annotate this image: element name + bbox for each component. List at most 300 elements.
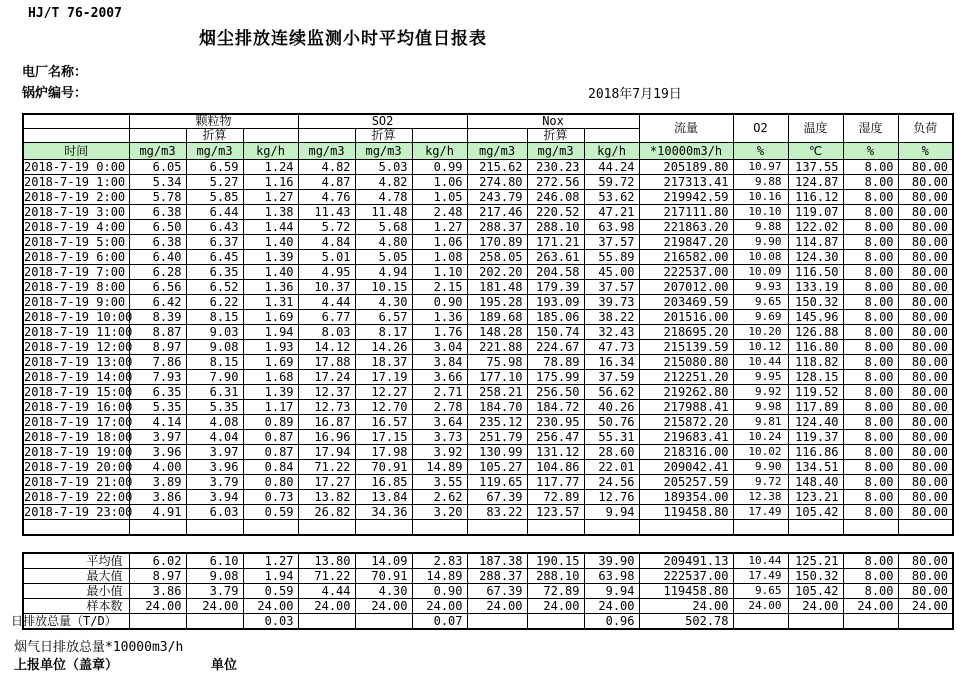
- value-cell: 6.44: [186, 205, 243, 220]
- value-cell: 222537.00: [639, 569, 733, 584]
- value-cell: 24.00: [243, 599, 298, 614]
- value-cell: 6.40: [129, 250, 186, 265]
- units-row: [23, 143, 953, 160]
- value-cell: 14.09: [355, 553, 412, 569]
- summary-table: [11, 552, 954, 630]
- value-cell: 215872.20: [639, 415, 733, 430]
- value-cell: 14.26: [355, 340, 412, 355]
- value-cell: 4.94: [355, 265, 412, 280]
- value-cell: 204.58: [527, 265, 584, 280]
- value-cell: 8.00: [843, 340, 898, 355]
- value-cell: 230.95: [527, 415, 584, 430]
- time-cell: 2018-7-19 21:00: [24, 475, 133, 489]
- value-cell: 10.02: [733, 445, 788, 460]
- value-cell: 4.30: [355, 295, 412, 310]
- value-cell: 80.00: [898, 460, 953, 475]
- value-cell: 189.68: [467, 310, 527, 325]
- time-cell: 2018-7-19 0:00: [23, 160, 129, 175]
- value-cell: 4.80: [355, 235, 412, 250]
- value-cell: 24.00: [584, 599, 639, 614]
- value-cell: 47.73: [584, 340, 639, 355]
- value-cell: [467, 520, 527, 536]
- value-cell: 3.20: [412, 505, 467, 520]
- value-cell: 80.00: [898, 190, 953, 205]
- value-cell: 78.89: [527, 355, 584, 370]
- value-cell: 8.00: [843, 310, 898, 325]
- value-cell: 17.98: [355, 445, 412, 460]
- value-cell: 4.78: [355, 190, 412, 205]
- table-row: [23, 445, 953, 460]
- value-cell: 134.51: [788, 460, 843, 475]
- value-cell: 4.84: [298, 235, 355, 250]
- value-cell: 1.27: [412, 220, 467, 235]
- value-cell: 71.22: [298, 569, 355, 584]
- value-cell: 1.44: [243, 220, 298, 235]
- value-cell: 193.09: [527, 295, 584, 310]
- value-cell: 24.00: [788, 599, 843, 614]
- table-row: [23, 415, 953, 430]
- value-cell: 80.00: [898, 280, 953, 295]
- value-cell: 8.00: [843, 430, 898, 445]
- time-header: 时间: [23, 143, 129, 160]
- value-cell: 256.50: [527, 385, 584, 400]
- value-cell: 218695.20: [639, 325, 733, 340]
- time-cell: 2018-7-19 9:00: [23, 295, 129, 310]
- value-cell: 8.00: [843, 355, 898, 370]
- value-cell: 55.31: [584, 430, 639, 445]
- reporting-unit-seal-label: 上报单位（盖章）: [14, 658, 119, 673]
- table-row: [23, 190, 953, 205]
- value-cell: 207012.00: [639, 280, 733, 295]
- unit-header: *10000m3/h: [639, 143, 733, 160]
- time-cell: 2018-7-19 6:00: [23, 250, 129, 265]
- value-cell: 80.00: [898, 569, 953, 584]
- value-cell: 0.99: [412, 160, 467, 175]
- value-cell: 4.76: [298, 190, 355, 205]
- table-row: [23, 295, 953, 310]
- unit-header: mg/m3: [298, 143, 355, 160]
- value-cell: [298, 614, 355, 630]
- value-cell: 6.05: [129, 160, 186, 175]
- value-cell: 7.86: [129, 355, 186, 370]
- value-cell: 263.61: [527, 250, 584, 265]
- value-cell: 6.43: [186, 220, 243, 235]
- value-cell: 12.38: [733, 490, 788, 505]
- table-row: [23, 325, 953, 340]
- value-cell: [129, 614, 186, 630]
- value-cell: 24.56: [584, 475, 639, 490]
- value-cell: 10.24: [733, 430, 788, 445]
- table-row: [23, 340, 953, 355]
- value-cell: 5.27: [186, 175, 243, 190]
- value-cell: 189354.00: [639, 490, 733, 505]
- value-cell: 171.21: [527, 235, 584, 250]
- value-cell: 8.39: [129, 310, 186, 325]
- value-cell: 1.17: [243, 400, 298, 415]
- value-cell: 3.86: [129, 490, 186, 505]
- value-cell: 24.00: [639, 599, 733, 614]
- value-cell: 117.77: [527, 475, 584, 490]
- value-cell: 50.76: [584, 415, 639, 430]
- value-cell: 10.20: [733, 325, 788, 340]
- table-row: [23, 385, 953, 400]
- value-cell: 80.00: [898, 265, 953, 280]
- value-cell: 9.69: [733, 310, 788, 325]
- value-cell: 9.92: [733, 385, 788, 400]
- value-cell: 9.88: [733, 175, 788, 190]
- value-cell: 3.55: [412, 475, 467, 490]
- value-cell: 10.12: [733, 340, 788, 355]
- value-cell: 32.43: [584, 325, 639, 340]
- value-cell: [843, 520, 898, 536]
- value-cell: 9.90: [733, 235, 788, 250]
- value-cell: 8.00: [843, 584, 898, 599]
- value-cell: 8.00: [843, 280, 898, 295]
- value-cell: 5.85: [186, 190, 243, 205]
- value-cell: 148.40: [788, 475, 843, 490]
- value-cell: 8.00: [843, 385, 898, 400]
- value-cell: 1.39: [243, 250, 298, 265]
- time-header-spacer: [23, 114, 129, 129]
- value-cell: 8.00: [843, 445, 898, 460]
- value-cell: 177.10: [467, 370, 527, 385]
- time-cell: 2018-7-19 4:00: [23, 220, 129, 235]
- value-cell: 39.73: [584, 295, 639, 310]
- value-cell: 39.90: [584, 553, 639, 569]
- table-row: [23, 355, 953, 370]
- value-cell: 37.59: [584, 370, 639, 385]
- group-header-particulate: 颗粒物: [129, 114, 298, 129]
- value-cell: 201516.00: [639, 310, 733, 325]
- value-cell: 2.78: [412, 400, 467, 415]
- value-cell: 37.57: [584, 280, 639, 295]
- value-cell: 219683.41: [639, 430, 733, 445]
- value-cell: 17.19: [355, 370, 412, 385]
- value-cell: 125.21: [788, 553, 843, 569]
- time-cell: [23, 520, 129, 536]
- value-cell: 8.97: [129, 569, 186, 584]
- value-cell: 80.00: [898, 205, 953, 220]
- value-cell: 123.21: [788, 490, 843, 505]
- value-cell: 8.00: [843, 370, 898, 385]
- value-cell: 9.65: [733, 584, 788, 599]
- value-cell: 2.15: [412, 280, 467, 295]
- unit-header: ℃: [788, 143, 843, 160]
- value-cell: 8.15: [186, 355, 243, 370]
- value-cell: 71.22: [298, 460, 355, 475]
- value-cell: 6.22: [186, 295, 243, 310]
- value-cell: 3.64: [412, 415, 467, 430]
- value-cell: 235.12: [467, 415, 527, 430]
- value-cell: 80.00: [898, 385, 953, 400]
- value-cell: 205257.59: [639, 475, 733, 490]
- unit-header: mg/m3: [467, 143, 527, 160]
- value-cell: 243.79: [467, 190, 527, 205]
- value-cell: 80.00: [898, 235, 953, 250]
- value-cell: 190.15: [527, 553, 584, 569]
- value-cell: 0.90: [412, 584, 467, 599]
- value-cell: 70.91: [355, 569, 412, 584]
- value-cell: 8.00: [843, 175, 898, 190]
- value-cell: 9.81: [733, 415, 788, 430]
- value-cell: 1.16: [243, 175, 298, 190]
- value-cell: 215080.80: [639, 355, 733, 370]
- table-row: [23, 310, 953, 325]
- value-cell: 246.08: [527, 190, 584, 205]
- value-cell: 217988.41: [639, 400, 733, 415]
- value-cell: 6.38: [129, 205, 186, 220]
- value-cell: 53.62: [584, 190, 639, 205]
- value-cell: 5.72: [298, 220, 355, 235]
- value-cell: 9.94: [584, 505, 639, 520]
- value-cell: 24.00: [355, 599, 412, 614]
- value-cell: 222537.00: [639, 265, 733, 280]
- summary-rows: [11, 553, 953, 629]
- value-cell: 3.96: [186, 460, 243, 475]
- value-cell: 6.02: [129, 553, 186, 569]
- value-cell: 4.95: [298, 265, 355, 280]
- value-cell: 13.80: [298, 553, 355, 569]
- value-cell: 14.12: [298, 340, 355, 355]
- value-cell: 12.37: [298, 385, 355, 400]
- value-cell: 3.94: [186, 490, 243, 505]
- value-cell: 118.82: [788, 355, 843, 370]
- value-cell: 3.79: [186, 475, 243, 490]
- value-cell: 75.98: [467, 355, 527, 370]
- value-cell: 3.73: [412, 430, 467, 445]
- value-cell: 184.72: [527, 400, 584, 415]
- value-cell: 40.26: [584, 400, 639, 415]
- value-cell: 8.00: [843, 569, 898, 584]
- table-row: [23, 265, 953, 280]
- value-cell: 80.00: [898, 220, 953, 235]
- value-cell: 6.45: [186, 250, 243, 265]
- value-cell: [898, 614, 953, 630]
- value-cell: 8.00: [843, 415, 898, 430]
- table-row: [23, 220, 953, 235]
- value-cell: 13.82: [298, 490, 355, 505]
- time-cell: 2018-7-19 10:00: [24, 310, 133, 324]
- value-cell: 184.70: [467, 400, 527, 415]
- value-cell: 3.97: [186, 445, 243, 460]
- value-cell: 150.32: [788, 569, 843, 584]
- value-cell: 8.00: [843, 265, 898, 280]
- value-cell: 10.44: [733, 355, 788, 370]
- value-cell: 6.37: [186, 235, 243, 250]
- value-cell: 9.98: [733, 400, 788, 415]
- time-cell: 2018-7-19 23:00: [24, 505, 133, 519]
- value-cell: 9.93: [733, 280, 788, 295]
- value-cell: 11.43: [298, 205, 355, 220]
- value-cell: 126.88: [788, 325, 843, 340]
- subheader-converted-nox: 折算: [527, 129, 584, 143]
- summary-row: [23, 569, 953, 584]
- unit-header: kg/h: [412, 143, 467, 160]
- value-cell: 80.00: [898, 505, 953, 520]
- value-cell: 80.00: [898, 400, 953, 415]
- value-cell: 0.84: [243, 460, 298, 475]
- value-cell: 1.94: [243, 325, 298, 340]
- value-cell: 219942.59: [639, 190, 733, 205]
- value-cell: 17.88: [298, 355, 355, 370]
- value-cell: 10.08: [733, 250, 788, 265]
- plant-name-label: 电厂名称：: [22, 65, 88, 80]
- value-cell: 6.42: [129, 295, 186, 310]
- value-cell: 119.37: [788, 430, 843, 445]
- value-cell: 3.66: [412, 370, 467, 385]
- value-cell: 8.00: [843, 160, 898, 175]
- value-cell: 12.76: [584, 490, 639, 505]
- value-cell: [527, 614, 584, 630]
- value-cell: 117.89: [788, 400, 843, 415]
- value-cell: [243, 520, 298, 536]
- subheader-converted-so2: 折算: [355, 129, 412, 143]
- value-cell: [186, 614, 243, 630]
- table-row: [23, 400, 953, 415]
- value-cell: [527, 520, 584, 536]
- value-cell: 24.00: [467, 599, 527, 614]
- value-cell: 116.86: [788, 445, 843, 460]
- value-cell: [788, 520, 843, 536]
- value-cell: 24.00: [298, 599, 355, 614]
- value-cell: 63.98: [584, 220, 639, 235]
- value-cell: 0.07: [412, 614, 467, 630]
- unit-header: kg/h: [584, 143, 639, 160]
- value-cell: 6.10: [186, 553, 243, 569]
- value-cell: 1.36: [243, 280, 298, 295]
- value-cell: 45.00: [584, 265, 639, 280]
- time-cell: 2018-7-19 19:00: [24, 445, 133, 459]
- value-cell: 258.05: [467, 250, 527, 265]
- value-cell: 10.37: [298, 280, 355, 295]
- blank-row: [23, 520, 953, 536]
- value-cell: [733, 520, 788, 536]
- summary-row: [23, 614, 953, 630]
- value-cell: 9.08: [186, 569, 243, 584]
- time-cell: 2018-7-19 2:00: [23, 190, 129, 205]
- value-cell: [412, 520, 467, 536]
- group-header-row: [23, 114, 953, 129]
- value-cell: 219262.80: [639, 385, 733, 400]
- value-cell: 104.86: [527, 460, 584, 475]
- value-cell: 1.27: [243, 553, 298, 569]
- table-row: [23, 250, 953, 265]
- value-cell: 17.94: [298, 445, 355, 460]
- value-cell: 8.00: [843, 250, 898, 265]
- value-cell: 150.32: [788, 295, 843, 310]
- value-cell: 24.00: [129, 599, 186, 614]
- value-cell: 218316.00: [639, 445, 733, 460]
- value-cell: 7.90: [186, 370, 243, 385]
- value-cell: 1.69: [243, 355, 298, 370]
- value-cell: 0.90: [412, 295, 467, 310]
- value-cell: 4.14: [129, 415, 186, 430]
- value-cell: 8.00: [843, 490, 898, 505]
- unit-header: %: [898, 143, 953, 160]
- value-cell: 9.94: [584, 584, 639, 599]
- value-cell: 8.00: [843, 505, 898, 520]
- flue-gas-daily-total-label: 烟气日排放总量*10000m3/h: [14, 640, 184, 655]
- value-cell: 219847.20: [639, 235, 733, 250]
- value-cell: [733, 614, 788, 630]
- value-cell: [467, 614, 527, 630]
- value-cell: 205189.80: [639, 160, 733, 175]
- value-cell: 119458.80: [639, 505, 733, 520]
- value-cell: 3.96: [129, 445, 186, 460]
- value-cell: 145.96: [788, 310, 843, 325]
- table-row: [23, 430, 953, 445]
- value-cell: 6.56: [129, 280, 186, 295]
- value-cell: 1.68: [243, 370, 298, 385]
- value-cell: 1.40: [243, 235, 298, 250]
- value-cell: 9.95: [733, 370, 788, 385]
- value-cell: 8.87: [129, 325, 186, 340]
- value-cell: 26.82: [298, 505, 355, 520]
- value-cell: 0.87: [243, 430, 298, 445]
- value-cell: 80.00: [898, 295, 953, 310]
- value-cell: 16.85: [355, 475, 412, 490]
- value-cell: 274.80: [467, 175, 527, 190]
- value-cell: 80.00: [898, 160, 953, 175]
- value-cell: 2.71: [412, 385, 467, 400]
- value-cell: 4.08: [186, 415, 243, 430]
- value-cell: 2.48: [412, 205, 467, 220]
- time-header-spacer: [23, 129, 129, 143]
- value-cell: 5.34: [129, 175, 186, 190]
- page-title: 烟尘排放连续监测小时平均值日报表: [199, 29, 487, 49]
- value-cell: 0.73: [243, 490, 298, 505]
- hourly-rows: [23, 160, 953, 536]
- value-cell: 55.89: [584, 250, 639, 265]
- value-cell: 80.00: [898, 310, 953, 325]
- value-cell: 37.57: [584, 235, 639, 250]
- summary-label: 最大值: [23, 569, 129, 584]
- time-cell: 2018-7-19 22:00: [24, 490, 133, 504]
- value-cell: 38.22: [584, 310, 639, 325]
- hourly-table: [22, 113, 954, 536]
- value-cell: 131.12: [527, 445, 584, 460]
- table-row: [23, 205, 953, 220]
- value-cell: 67.39: [467, 584, 527, 599]
- summary-row: [23, 599, 953, 614]
- value-cell: 1.06: [412, 175, 467, 190]
- value-cell: 3.92: [412, 445, 467, 460]
- value-cell: 10.97: [733, 160, 788, 175]
- value-cell: 24.00: [412, 599, 467, 614]
- value-cell: 150.74: [527, 325, 584, 340]
- value-cell: 181.48: [467, 280, 527, 295]
- value-cell: 9.03: [186, 325, 243, 340]
- value-cell: 272.56: [527, 175, 584, 190]
- value-cell: 56.62: [584, 385, 639, 400]
- table-row: [23, 175, 953, 190]
- value-cell: 4.87: [298, 175, 355, 190]
- value-cell: 28.60: [584, 445, 639, 460]
- value-cell: 4.30: [355, 584, 412, 599]
- value-cell: 122.02: [788, 220, 843, 235]
- value-cell: 8.03: [298, 325, 355, 340]
- value-cell: 18.37: [355, 355, 412, 370]
- table-row: [23, 235, 953, 250]
- time-cell: 2018-7-19 8:00: [23, 280, 129, 295]
- unit-header: %: [843, 143, 898, 160]
- value-cell: 1.10: [412, 265, 467, 280]
- value-cell: 202.20: [467, 265, 527, 280]
- value-cell: 24.00: [898, 599, 953, 614]
- value-cell: 3.97: [129, 430, 186, 445]
- value-cell: 8.00: [843, 190, 898, 205]
- summary-row: [23, 553, 953, 569]
